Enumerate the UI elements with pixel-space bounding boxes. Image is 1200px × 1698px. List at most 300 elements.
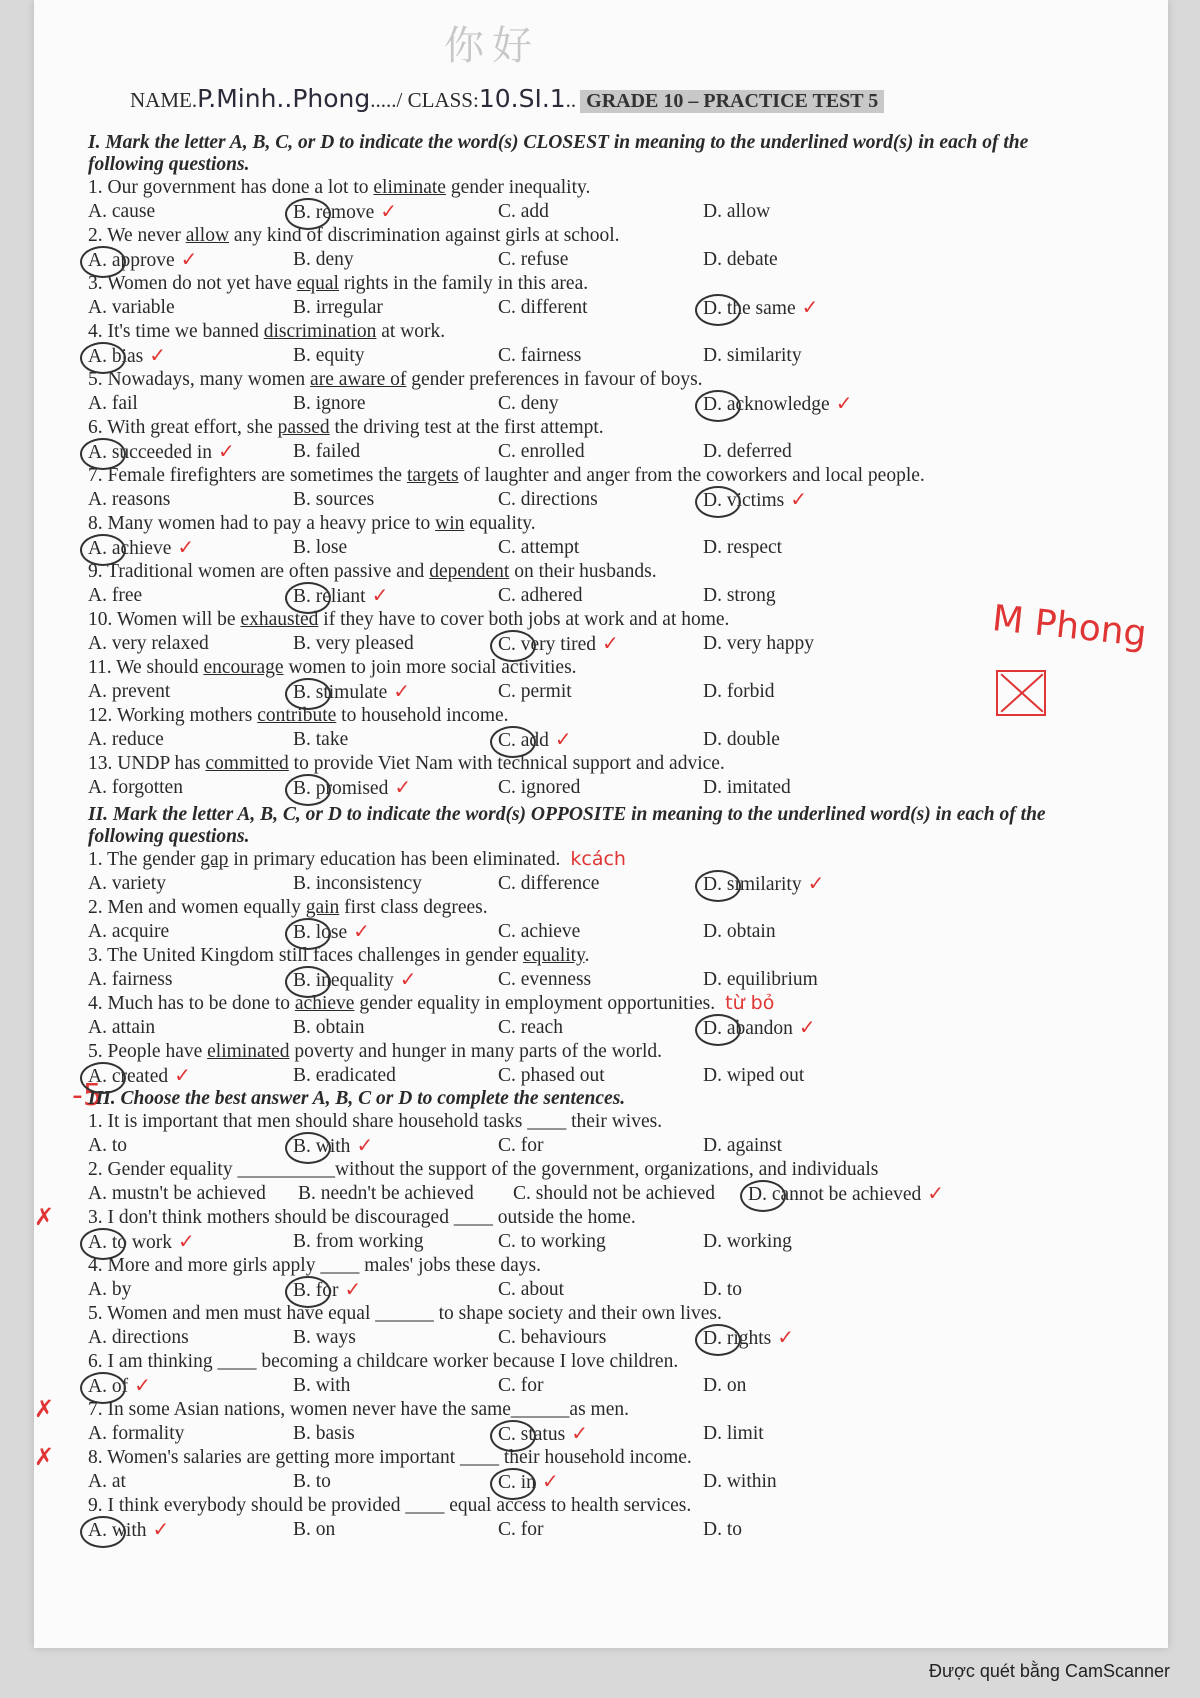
- tick-mark: ✓: [801, 294, 819, 319]
- option-text: B. with: [293, 1135, 351, 1157]
- option-c: [498, 1230, 703, 1255]
- options-row: [88, 1278, 1148, 1303]
- option-c: [498, 680, 703, 705]
- option-text: C. behaviours: [498, 1326, 607, 1348]
- option-c: [498, 200, 703, 225]
- option-a: [88, 872, 293, 897]
- option-a: [88, 1064, 293, 1089]
- option-a: [88, 728, 293, 753]
- question-pre: 9. Traditional women are often passive and: [88, 561, 430, 582]
- option-text: B. irregular: [293, 296, 383, 318]
- option-d: [703, 584, 908, 609]
- options-row: [88, 776, 1148, 801]
- option-d: [703, 1518, 908, 1543]
- option-text: C. attempt: [498, 536, 580, 558]
- option-text: A. fairness: [88, 968, 173, 990]
- option-a: [88, 296, 293, 321]
- tick-mark: ✓: [790, 486, 808, 511]
- underlined-word: eliminate: [373, 177, 446, 198]
- option-text: A. prevent: [88, 680, 171, 702]
- tick-mark: ✓: [371, 582, 389, 607]
- option-c: [498, 1326, 703, 1351]
- option-a: [88, 968, 293, 993]
- options-row: [88, 584, 1148, 609]
- tick-mark: ✓: [541, 1468, 559, 1493]
- option-text: C. for: [498, 1134, 544, 1156]
- options-row: [88, 1326, 1148, 1351]
- option-c: [498, 1064, 703, 1089]
- option-c: [498, 440, 703, 465]
- question-post: first class degrees.: [339, 897, 488, 918]
- option-text: A. fail: [88, 392, 138, 414]
- option-b: [293, 1470, 498, 1495]
- option-a: [88, 392, 293, 417]
- option-b: [293, 440, 498, 465]
- options-row: [88, 1470, 1148, 1495]
- options-row: [88, 488, 1148, 513]
- option-text: D. cannot be achieved: [748, 1183, 922, 1205]
- option-text: C. deny: [498, 392, 559, 414]
- option-text: A. with: [88, 1519, 147, 1541]
- option-text: A. at: [88, 1470, 126, 1492]
- cross-mark: ✗: [34, 1395, 55, 1423]
- option-text: C. status: [498, 1423, 566, 1445]
- underlined-word: gap: [200, 849, 229, 870]
- question-8: [88, 512, 1148, 536]
- options-row: [88, 200, 1148, 225]
- tick-mark: ✓: [177, 1228, 195, 1253]
- option-text: A. acquire: [88, 920, 170, 942]
- option-b: [293, 1326, 498, 1351]
- option-text: C. about: [498, 1278, 565, 1300]
- question-post: gender equality in employment opportunities.: [354, 993, 716, 1014]
- option-c: [498, 1016, 703, 1041]
- name-value: P.Minh..Phong: [197, 84, 371, 113]
- option-a: [88, 680, 293, 705]
- underlined-word: allow: [185, 225, 230, 246]
- option-a: [88, 584, 293, 609]
- option-text: D. debate: [703, 248, 778, 270]
- question-post: gender inequality.: [445, 177, 591, 198]
- question-post: the driving test at the first attempt.: [329, 417, 604, 438]
- question-6: [88, 1350, 1148, 1374]
- tick-mark: ✓: [149, 342, 167, 367]
- question-7: [34, 1395, 1148, 1423]
- option-text: D. limit: [703, 1422, 764, 1444]
- question-post: if they have to cover both jobs at work and at home.: [318, 609, 730, 630]
- option-b: [293, 296, 498, 321]
- option-text: D. allow: [703, 200, 771, 222]
- handwritten-top-note: 你好: [444, 23, 540, 69]
- option-d: [703, 1278, 908, 1303]
- option-text: B. inequality: [293, 969, 394, 991]
- option-a: [88, 1518, 293, 1543]
- question-post: .: [584, 945, 590, 966]
- question-3: [34, 1203, 1148, 1231]
- option-text: B. ignore: [293, 392, 366, 414]
- option-text: B. to: [293, 1470, 331, 1492]
- options-row: [88, 1518, 1148, 1543]
- option-d: [703, 1016, 908, 1041]
- option-text: B. for: [293, 1279, 339, 1301]
- question-pre: 1. The gender: [88, 849, 201, 870]
- option-c: [498, 344, 703, 369]
- option-c: [513, 1182, 748, 1207]
- handwritten-note: kcách: [570, 848, 626, 870]
- options-row: [88, 968, 1148, 993]
- tick-mark: ✓: [152, 1516, 170, 1541]
- options-row: [88, 536, 1148, 561]
- tick-mark: ✓: [134, 1372, 151, 1397]
- header-line: [130, 84, 884, 113]
- tick-mark: ✓: [777, 1324, 795, 1349]
- option-d: [703, 872, 908, 897]
- option-text: B. basis: [293, 1422, 355, 1444]
- question-post: women to join more social activities.: [283, 657, 577, 678]
- option-text: C. for: [498, 1374, 544, 1396]
- question-text: 5. Women and men must have equal ______ to shape society and their own lives.: [88, 1303, 722, 1324]
- option-a: [88, 1016, 293, 1041]
- question-pre: 5. People have: [88, 1041, 208, 1062]
- option-d: [703, 968, 908, 993]
- answer-circle: [695, 486, 741, 518]
- scanner-footer: Được quét bằng CamScanner: [929, 1661, 1170, 1681]
- answer-circle: [80, 342, 126, 374]
- tick-mark: ✓: [927, 1180, 945, 1205]
- underlined-word: contribute: [257, 705, 337, 726]
- option-a: [88, 1374, 293, 1399]
- option-text: A. directions: [88, 1326, 189, 1348]
- question-pre: 10. Women will be: [88, 609, 241, 630]
- answer-circle: [285, 678, 331, 710]
- option-text: C. permit: [498, 680, 572, 702]
- option-text: D. victims: [703, 489, 785, 511]
- answer-circle: [80, 1062, 126, 1094]
- option-b: [293, 1134, 498, 1159]
- option-text: C. ignored: [498, 776, 581, 798]
- option-b: [293, 344, 498, 369]
- option-text: B. equity: [293, 344, 365, 366]
- question-9: [88, 560, 1148, 584]
- option-d: [703, 776, 908, 801]
- question-13: [88, 752, 1148, 776]
- question-post: to provide Viet Nam with technical support and advice.: [288, 753, 725, 774]
- option-text: B. lose: [293, 536, 348, 558]
- option-text: B. very pleased: [293, 632, 414, 654]
- question-text: 1. It is important that men should share household tasks ____ their wives.: [88, 1111, 663, 1132]
- option-d: [703, 1064, 908, 1089]
- question-2: [88, 896, 1148, 920]
- question-6: [88, 416, 1148, 440]
- option-d: [703, 920, 908, 945]
- option-c: [498, 920, 703, 945]
- question-pre: 11. We should: [88, 657, 204, 678]
- section-1-questions: [88, 176, 1148, 800]
- option-text: C. very tired: [498, 633, 597, 655]
- answer-circle: [80, 1516, 126, 1548]
- question-post: any kind of discrimination against girls at school.: [229, 225, 620, 246]
- question-text: 6. I am thinking ____ becoming a childcare worker because I love children.: [88, 1351, 679, 1372]
- test-title: GRADE 10 – PRACTICE TEST 5: [580, 90, 884, 113]
- question-pre: 4. It's time we banned: [88, 321, 264, 342]
- option-c: [498, 968, 703, 993]
- option-text: B. on: [293, 1518, 336, 1540]
- question-1: [88, 176, 1148, 200]
- question-text: 8. Women's salaries are getting more important ____ their household income.: [88, 1447, 692, 1468]
- option-b: [293, 1422, 498, 1447]
- question-text: 7. In some Asian nations, women never have the same______as men.: [88, 1399, 630, 1420]
- option-text: B. stimulate: [293, 681, 388, 703]
- question-post: gender preferences in favour of boys.: [406, 369, 703, 390]
- option-text: D. acknowledge: [703, 393, 830, 415]
- options-row: [88, 632, 1148, 657]
- underlined-word: dependent: [429, 561, 510, 582]
- question-pre: 2. Men and women equally: [88, 897, 306, 918]
- option-text: A. of: [88, 1375, 129, 1397]
- option-c: [498, 872, 703, 897]
- option-text: D. strong: [703, 584, 776, 606]
- question-4: [88, 320, 1148, 344]
- option-text: C. directions: [498, 488, 598, 510]
- question-5: [88, 1040, 1148, 1064]
- option-a: [88, 920, 293, 945]
- underlined-word: encourage: [203, 657, 284, 678]
- option-text: B. eradicated: [293, 1064, 396, 1086]
- option-text: D. to: [703, 1518, 742, 1540]
- question-pre: 12. Working mothers: [88, 705, 258, 726]
- tick-mark: ✓: [344, 1276, 362, 1301]
- option-text: D. similarity: [703, 344, 802, 366]
- tick-mark: ✓: [180, 246, 198, 271]
- option-text: A. free: [88, 584, 143, 606]
- option-text: A. reasons: [88, 488, 171, 510]
- option-text: C. fairness: [498, 344, 582, 366]
- option-c: [498, 536, 703, 561]
- options-row: [88, 392, 1148, 417]
- question-text: 9. I think everybody should be provided ____ equal access to health services.: [88, 1495, 692, 1516]
- underlined-word: passed: [277, 417, 330, 438]
- option-a: [88, 632, 293, 657]
- question-post: of laughter and anger from the coworkers and local people.: [458, 465, 925, 486]
- option-text: D. to: [703, 1278, 742, 1300]
- options-row: [88, 440, 1148, 465]
- option-a: [88, 1182, 298, 1207]
- option-c: [498, 1134, 703, 1159]
- answer-circle: [695, 870, 741, 902]
- option-b: [298, 1182, 513, 1207]
- option-text: D. similarity: [703, 873, 802, 895]
- answer-circle: [285, 198, 331, 230]
- question-4: [88, 1254, 1148, 1278]
- question-text: 2. Gender equality __________without the support of the government, organizations, and individuals: [88, 1159, 879, 1180]
- option-b: [293, 200, 498, 225]
- option-b: [293, 1230, 498, 1255]
- option-c: [498, 392, 703, 417]
- option-text: A. bias: [88, 345, 144, 367]
- option-text: B. needn't be achieved: [298, 1182, 474, 1204]
- option-a: [88, 1134, 293, 1159]
- option-d: [703, 488, 908, 513]
- tick-mark: ✓: [218, 438, 235, 463]
- underlined-word: discrimination: [263, 321, 377, 342]
- option-text: D. forbid: [703, 680, 775, 702]
- option-text: D. within: [703, 1470, 777, 1492]
- option-a: [88, 1470, 293, 1495]
- option-b: [293, 488, 498, 513]
- underlined-word: are aware of: [310, 369, 407, 390]
- section-3-heading: III. Choose the best answer A, B, C or D to complete the sentences.: [88, 1088, 626, 1109]
- underlined-word: equal: [296, 273, 339, 294]
- section-2-questions: [88, 848, 1148, 1088]
- option-text: D. obtain: [703, 920, 776, 942]
- option-a: [88, 1326, 293, 1351]
- option-text: C. phased out: [498, 1064, 605, 1086]
- answer-circle: [695, 1014, 741, 1046]
- options-row: [88, 872, 1148, 897]
- section-3-questions: [34, 1110, 1148, 1542]
- answer-circle: [285, 582, 331, 614]
- option-text: B. inconsistency: [293, 872, 422, 894]
- option-b: [293, 1374, 498, 1399]
- option-text: A. by: [88, 1278, 132, 1300]
- option-text: B. remove: [293, 201, 375, 223]
- option-text: B. lose: [293, 921, 348, 943]
- option-c: [498, 632, 703, 657]
- option-text: A. created: [88, 1065, 169, 1087]
- question-post: to household income.: [336, 705, 509, 726]
- options-row: [88, 344, 1148, 369]
- option-a: [88, 440, 293, 465]
- question-post: equality.: [464, 513, 536, 534]
- tick-mark: ✓: [807, 870, 825, 895]
- option-text: C. refuse: [498, 248, 569, 270]
- option-d: [703, 1230, 908, 1255]
- option-a: [88, 1278, 293, 1303]
- option-b: [293, 920, 498, 945]
- answer-circle: [285, 966, 331, 998]
- option-a: [88, 344, 293, 369]
- question-pre: 13. UNDP has: [88, 753, 206, 774]
- option-a: [88, 776, 293, 801]
- question-9: [88, 1494, 1148, 1518]
- options-row: [88, 1016, 1148, 1041]
- class-label: CLASS:: [407, 88, 479, 112]
- underlined-word: targets: [406, 465, 459, 486]
- option-text: C. different: [498, 296, 588, 318]
- handwritten-signature: M Phong: [990, 598, 1149, 655]
- tick-mark: ✓: [356, 1132, 374, 1157]
- tick-mark: ✓: [554, 726, 572, 751]
- option-b: [293, 536, 498, 561]
- test-content: [34, 132, 1148, 1542]
- option-b: [293, 968, 498, 993]
- option-d: [703, 632, 908, 657]
- option-d: [703, 1422, 908, 1447]
- option-text: B. failed: [293, 440, 361, 462]
- option-d: [703, 296, 908, 321]
- option-c: [498, 1470, 703, 1495]
- question-5: [88, 368, 1148, 392]
- question-5: [88, 1302, 1148, 1326]
- option-text: B. promised: [293, 777, 389, 799]
- option-a: [88, 1422, 293, 1447]
- class-dots: ..: [565, 88, 577, 112]
- option-d: [703, 392, 908, 417]
- answer-circle: [80, 438, 126, 470]
- tick-mark: ✓: [571, 1420, 588, 1445]
- answer-circle: [285, 918, 331, 950]
- options-row: [88, 920, 1148, 945]
- answer-circle: [80, 246, 126, 278]
- option-text: D. deferred: [703, 440, 792, 462]
- options-row: [88, 728, 1148, 753]
- option-text: B. ways: [293, 1326, 356, 1348]
- option-b: [293, 632, 498, 657]
- question-pre: 3. Women do not yet have: [88, 273, 297, 294]
- option-text: D. abandon: [703, 1017, 793, 1039]
- option-text: A. variable: [88, 296, 175, 318]
- question-pre: 3. The United Kingdom still faces challenges in gender: [88, 945, 524, 966]
- options-row: [88, 1064, 1148, 1089]
- section-2-heading: II. Mark the letter A, B, C, or D to indicate the word(s) OPPOSITE in meaning to the underlined word(s) in each of the following questions.: [88, 804, 1046, 847]
- option-text: C. difference: [498, 872, 600, 894]
- option-text: A. very relaxed: [88, 632, 209, 654]
- option-c: [498, 776, 703, 801]
- options-row: [88, 1374, 1148, 1399]
- option-text: C. add: [498, 729, 549, 751]
- option-text: C. evenness: [498, 968, 592, 990]
- question-3: [88, 272, 1148, 296]
- option-text: D. double: [703, 728, 780, 750]
- option-b: [293, 392, 498, 417]
- cross-mark: ✗: [34, 1203, 55, 1231]
- option-text: A. attain: [88, 1016, 156, 1038]
- option-text: A. reduce: [88, 728, 164, 750]
- section-1: [88, 132, 1148, 800]
- option-text: A. approve: [88, 249, 175, 271]
- answer-circle: [695, 294, 741, 326]
- option-text: D. working: [703, 1230, 792, 1252]
- options-row: [88, 1134, 1148, 1159]
- option-c: [498, 488, 703, 513]
- question-post: rights in the family in this area.: [338, 273, 589, 294]
- option-b: [293, 584, 498, 609]
- option-b: [293, 1278, 498, 1303]
- option-d: [703, 440, 908, 465]
- options-row: [88, 1230, 1148, 1255]
- question-7: [88, 464, 1148, 488]
- option-d: [703, 1470, 908, 1495]
- option-text: C. in: [498, 1471, 536, 1493]
- option-b: [293, 872, 498, 897]
- section-2: [88, 804, 1148, 1088]
- option-d: [703, 200, 908, 225]
- question-1: [88, 848, 1148, 872]
- option-a: [88, 200, 293, 225]
- option-text: D. rights: [703, 1327, 772, 1349]
- question-post: at work.: [376, 321, 446, 342]
- question-post: on their husbands.: [509, 561, 657, 582]
- question-pre: 5. Nowadays, many women: [88, 369, 311, 390]
- option-c: [498, 728, 703, 753]
- option-c: [498, 1374, 703, 1399]
- option-text: C. enrolled: [498, 440, 585, 462]
- option-d: [703, 248, 908, 273]
- answer-circle: [490, 630, 536, 662]
- option-text: C. should not be achieved: [513, 1182, 715, 1204]
- question-pre: 2. We never: [88, 225, 186, 246]
- option-b: [293, 1518, 498, 1543]
